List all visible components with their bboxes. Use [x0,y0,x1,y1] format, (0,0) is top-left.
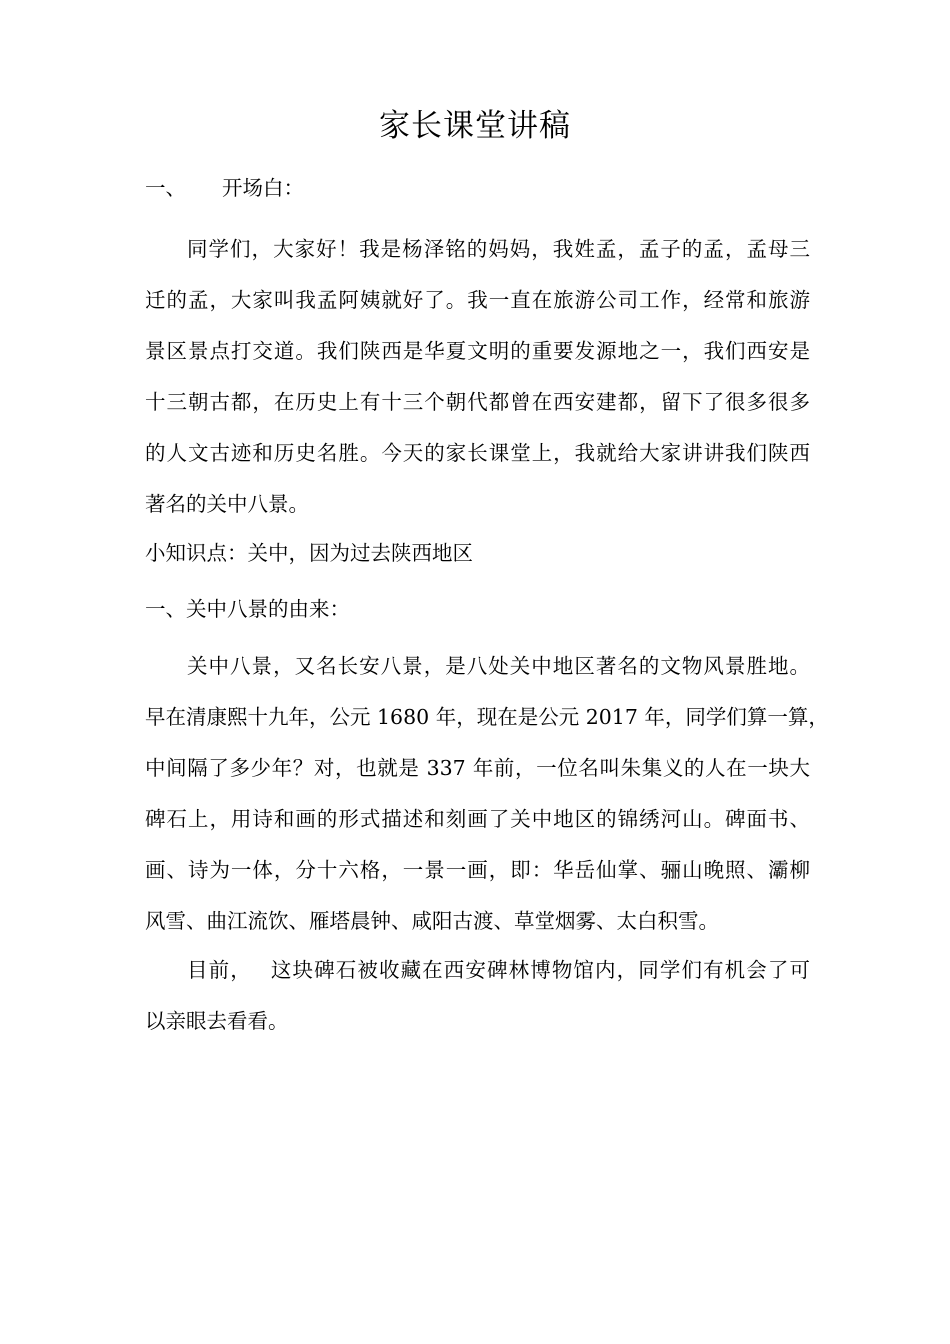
paragraph-line: 景区景点打交道。我们陕西是华夏文明的重要发源地之一，我们西安是 [145,339,810,363]
section-heading-opening [145,163,304,214]
paragraph-introduction [145,224,810,530]
document-title: 家长课堂讲稿 [379,108,571,144]
paragraph-line: 以亲眼去看看。 [145,1009,289,1033]
section-title: 开场白： [222,176,304,200]
paragraph-line: 十三朝古都，在历史上有十三个朝代都曾在西安建都，留下了很多很多 [145,390,810,414]
paragraph-line [145,945,810,996]
paragraph-line: 中间隔了多少年？对，也就是 337 年前，一位名叫朱集义的人在一块大 [145,756,810,780]
paragraph-line: 关中八景，又名长安八景，是八处关中地区著名的文物风景胜地。 [187,654,810,678]
paragraph-line: 风雪、曲江流饮、雁塔晨钟、咸阳古渡、草堂烟雾、太白积雪。 [145,909,719,933]
paragraph-line: 迁的孟，大家叫我孟阿姨就好了。我一直在旅游公司工作，经常和旅游 [145,288,810,312]
paragraph-line: 同学们，大家好！我是杨泽铭的妈妈，我姓孟，孟子的孟，孟母三 [187,237,810,261]
section-number: 一、 [145,176,186,200]
paragraph-fragment: 目前， [187,958,252,982]
paragraph-current [145,945,810,1047]
paragraph-line: 早在清康熙十九年，公元 1680 年，现在是公元 2017 年，同学们算一算， [145,705,829,729]
paragraph-line: 碑石上，用诗和画的形式描述和刻画了关中地区的锦绣河山。碑面书、 [145,807,810,831]
section-heading-origin: 一、关中八景的由来： [145,597,350,621]
paragraph-line: 著名的关中八景。 [145,492,309,516]
paragraph-line: 的人文古迹和历史名胜。今天的家长课堂上，我就给大家讲讲我们陕西 [145,441,810,465]
tip-note: 小知识点：关中，因为过去陕西地区 [145,541,473,565]
paragraph-fragment: 这块碑石被收藏在西安碑林博物馆内，同学们有机会了可 [269,958,811,982]
paragraph-origin [145,641,829,947]
paragraph-line: 画、诗为一体，分十六格，一景一画，即：华岳仙掌、骊山晚照、灞柳 [145,858,810,882]
